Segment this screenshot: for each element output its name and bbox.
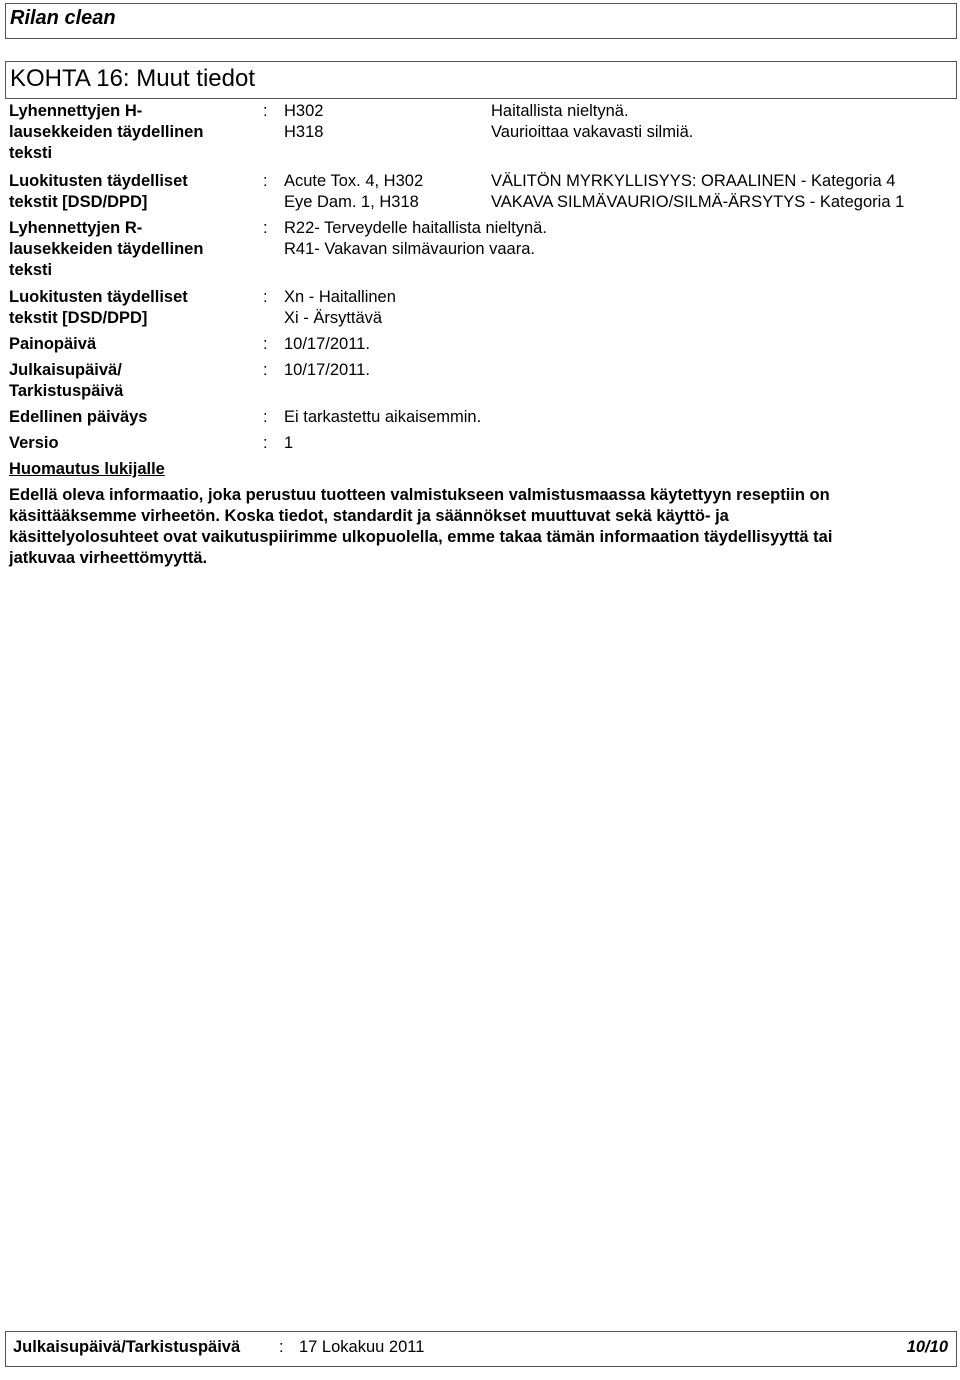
- classification-text: VÄLITÖN MYRKYLLISYYS: ORAALINEN - Kategoria 4: [491, 172, 896, 190]
- row-colon: :: [263, 219, 268, 237]
- row-colon: :: [263, 335, 268, 353]
- hazard-text: Haitallista nieltynä.: [491, 102, 629, 120]
- row-colon: :: [263, 172, 268, 190]
- document-header: [5, 3, 957, 39]
- row-colon: :: [263, 434, 268, 452]
- notice-line: käsittelyolosuhteet ovat vaikutuspiirimme ulkopuolella, emme takaa tämän informaation täydellisyyttä tai: [9, 528, 833, 546]
- hazard-code: H302: [284, 102, 324, 120]
- notice-line: jatkuvaa virheettömyyttä.: [9, 549, 208, 567]
- row-label: tekstit [DSD/DPD]: [9, 309, 148, 327]
- hazard-code: H318: [284, 123, 324, 141]
- row-label: teksti: [9, 144, 53, 162]
- classification-text: VAKAVA SILMÄVAURIO/SILMÄ-ÄRSYTYS - Kategoria 1: [491, 193, 905, 211]
- footer-date: 17 Lokakuu 2011: [299, 1338, 425, 1356]
- issue-date-value: 10/17/2011.: [284, 361, 370, 379]
- row-label: Luokitusten täydelliset: [9, 172, 188, 190]
- row-label: teksti: [9, 261, 53, 279]
- row-label: Luokitusten täydelliset: [9, 288, 188, 306]
- print-date-value: 10/17/2011.: [284, 335, 370, 353]
- row-colon: :: [263, 408, 268, 426]
- notice-body: [9, 485, 949, 569]
- row-label: Painopäivä: [9, 335, 97, 353]
- row-label: Lyhennettyjen R-: [9, 219, 143, 237]
- risk-phrase: R22- Terveydelle haitallista nieltynä.: [284, 219, 547, 237]
- hazard-text: Vaurioittaa vakavasti silmiä.: [491, 123, 694, 141]
- row-colon: :: [263, 102, 268, 120]
- classification-code: Eye Dam. 1, H318: [284, 193, 419, 211]
- row-label: Versio: [9, 434, 59, 452]
- row-label: tekstit [DSD/DPD]: [9, 193, 148, 211]
- row-label: lausekkeiden täydellinen: [9, 240, 204, 258]
- row-colon: :: [263, 288, 268, 306]
- row-label: Lyhennettyjen H-: [9, 102, 143, 120]
- section-title: KOHTA 16: Muut tiedot: [10, 65, 256, 92]
- row-label: lausekkeiden täydellinen: [9, 123, 204, 141]
- dsd-symbol: Xi - Ärsyttävä: [284, 309, 383, 327]
- row-label: Tarkistuspäivä: [9, 382, 124, 400]
- risk-phrase: R41- Vakavan silmävaurion vaara.: [284, 240, 535, 258]
- row-colon: :: [263, 361, 268, 379]
- previous-date-value: Ei tarkastettu aikaisemmin.: [284, 408, 482, 426]
- product-name: Rilan clean: [10, 7, 116, 29]
- row-label: Edellinen päiväys: [9, 408, 148, 426]
- notice-heading: Huomautus lukijalle: [9, 460, 165, 478]
- page-number: 10/10: [906, 1338, 948, 1356]
- notice-line: Edellä oleva informaatio, joka perustuu tuotteen valmistukseen valmistusmaassa käytettyyn reseptiin on: [9, 486, 830, 504]
- notice-line: käsittääksemme virheetön. Koska tiedot, standardit ja säännökset muuttuvat sekä käyttö- ja: [9, 507, 729, 525]
- classification-code: Acute Tox. 4, H302: [284, 172, 424, 190]
- row-label: Julkaisupäivä/: [9, 361, 122, 379]
- version-value: 1: [284, 434, 294, 452]
- dsd-symbol: Xn - Haitallinen: [284, 288, 396, 306]
- footer-colon: :: [279, 1338, 284, 1356]
- footer-label: Julkaisupäivä/Tarkistuspäivä: [13, 1338, 241, 1356]
